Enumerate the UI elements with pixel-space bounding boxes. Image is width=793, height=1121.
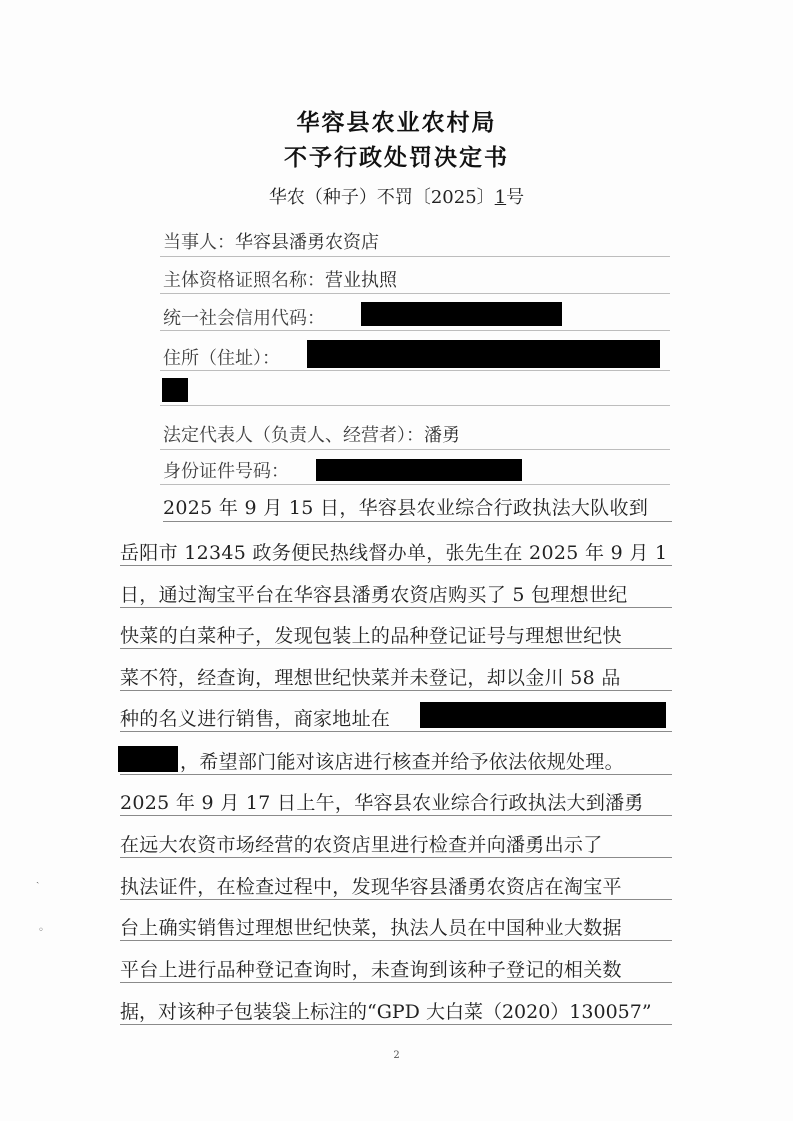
body-line: 快菜的白菜种子，发现包装上的品种登记证号与理想世纪快	[120, 625, 622, 647]
body-line: 日，通过淘宝平台在华容县潘勇农资店购买了 5 包理想世纪	[120, 584, 628, 606]
legal-rep-label: 法定代表人（负责人、经营者）：	[163, 425, 424, 446]
field-rule	[160, 449, 670, 450]
id-label: 身份证件号码：	[163, 461, 289, 482]
body-line: 种的名义进行销售，商家地址在	[120, 708, 391, 730]
address-field	[163, 344, 280, 370]
body-line: 2025 年 9 月 17 日上午，华容县农业综合行政执法大到潘勇	[120, 792, 644, 814]
merchant-address-redaction	[420, 702, 666, 728]
license-label: 主体资格证照名称：	[163, 270, 325, 291]
credit-code-label: 统一社会信用代码：	[163, 308, 325, 329]
line-underline	[163, 521, 672, 522]
id-number-redaction	[316, 459, 522, 481]
line-underline	[120, 857, 672, 858]
line-underline	[120, 565, 672, 566]
doc-number-suffix: 号	[506, 187, 525, 208]
body-line: 2025 年 9 月 15 日，华容县农业综合行政执法大队收到	[163, 497, 649, 519]
party-field	[163, 228, 379, 254]
field-rule	[160, 256, 670, 257]
line-underline	[120, 690, 672, 691]
license-value: 营业执照	[325, 270, 397, 291]
field-rule	[160, 484, 670, 485]
line-underline	[120, 982, 672, 983]
line-underline	[120, 731, 672, 732]
page-number: 2	[393, 1050, 400, 1061]
legal-rep-field	[163, 421, 460, 447]
document-title: 不予行政处罚决定书	[284, 144, 509, 171]
line-underline	[120, 940, 672, 941]
doc-number-prefix: 华农（种子）不罚〔2025〕	[268, 187, 495, 208]
credit-code-redaction	[361, 302, 562, 326]
field-rule	[160, 330, 670, 331]
line-underline	[120, 648, 672, 649]
address-redaction	[307, 340, 660, 368]
id-field	[163, 457, 289, 483]
party-value: 华容县潘勇农资店	[235, 232, 379, 253]
legal-rep-value: 潘勇	[424, 425, 460, 446]
body-line: 台上确实销售过理想世纪快菜，执法人员在中国种业大数据	[120, 917, 622, 939]
body-line: 菜不符，经查询，理想世纪快菜并未登记，却以金川 58 品	[120, 667, 621, 689]
credit-code-field	[163, 304, 325, 330]
field-rule	[160, 370, 670, 371]
field-rule	[160, 405, 670, 406]
body-line: 据，对该种子包装袋上标注的“GPD 大白菜（2020）130057”	[120, 1001, 652, 1023]
line-underline	[120, 815, 672, 816]
body-line: ，希望部门能对该店进行核查并给予依法依规处理。	[180, 751, 624, 773]
scan-speck: ˎ	[36, 873, 40, 884]
field-rule	[160, 293, 670, 294]
body-line: 执法证件，在检查过程中，发现华容县潘勇农资店在淘宝平	[120, 876, 622, 898]
line-underline	[120, 899, 672, 900]
merchant-address-redaction-continued	[118, 746, 178, 772]
address-redaction-continued	[162, 378, 188, 402]
license-field	[163, 266, 397, 292]
doc-number-seq: 1	[494, 187, 507, 208]
line-underline	[120, 774, 672, 775]
line-underline	[120, 1024, 672, 1025]
scan-speck: ◦	[38, 925, 44, 936]
body-line: 平台上进行品种登记查询时，未查询到该种子登记的相关数	[120, 959, 622, 981]
body-line: 岳阳市 12345 政务便民热线督办单，张先生在 2025 年 9 月 1	[120, 542, 668, 564]
issuing-authority-title: 华容县农业农村局	[296, 109, 497, 136]
line-underline	[120, 607, 672, 608]
body-line: 在远大农资市场经营的农资店里进行检查并向潘勇出示了	[120, 834, 603, 856]
document-number	[0, 183, 793, 209]
address-label: 住所（住址）：	[163, 348, 280, 369]
party-label: 当事人：	[163, 232, 235, 253]
